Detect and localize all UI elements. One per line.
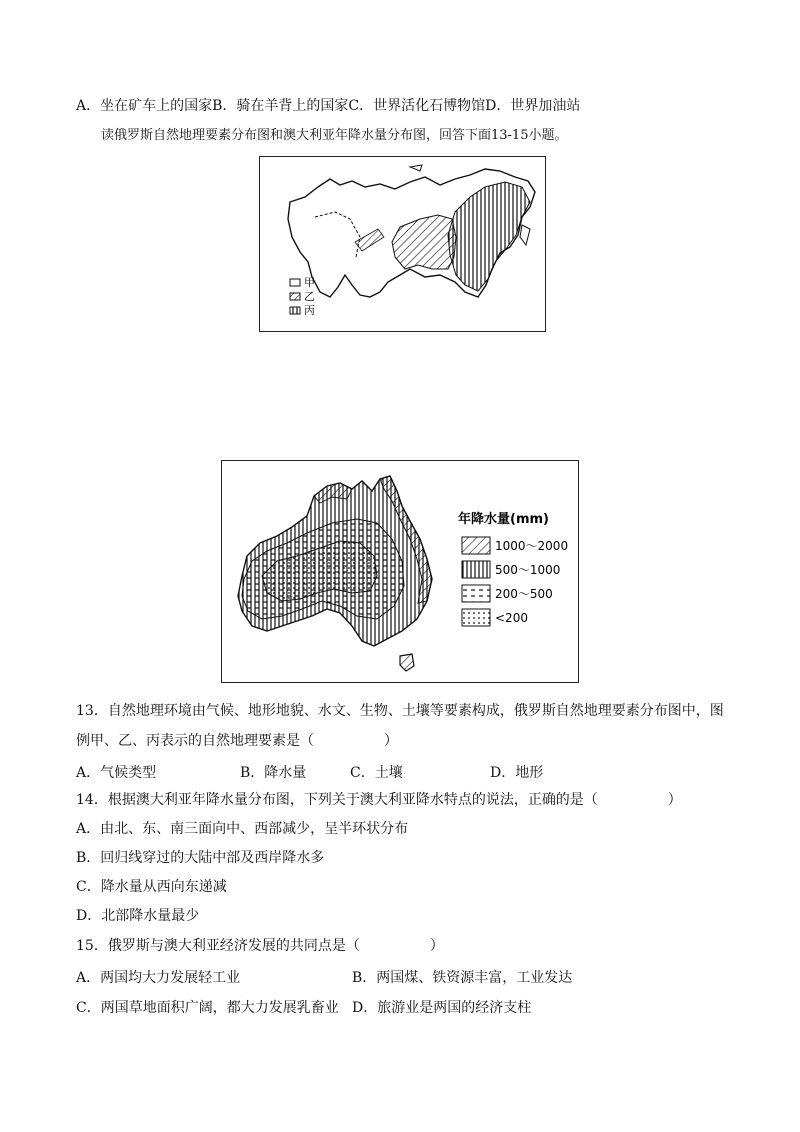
q13-option-c: C．土壤 [350,765,403,781]
q15-option-d: D．旅游业是两国的经济支柱 [352,1000,532,1016]
russia-legend-label-3: 丙 [304,304,315,317]
russia-legend-label-2: 乙 [304,290,315,303]
q13-option-b: B．降水量 [240,765,307,781]
q14-option-c: C．降水量从西向东递减 [76,879,227,895]
tasmania [400,654,414,671]
russia-legend [290,276,315,317]
russia-map [259,156,546,332]
intro-text: 读俄罗斯自然地理要素分布图和澳大利亚年降水量分布图，回答下面13-15小题。 [101,128,568,143]
australia-legend-title: 年降水量(mm) [458,512,549,527]
q13-option-d: D．地形 [490,765,544,781]
australia-legend-label-2: 500～1000 [495,563,561,577]
australia-legend-label-1: 1000～2000 [495,539,569,553]
q14-option-b: B．回归线穿过的大陆中部及西岸降水多 [76,850,325,866]
australia-legend [458,511,568,626]
q13-stem-line2: 例甲、乙、丙表示的自然地理要素是（ ） [76,733,398,749]
australia-map [221,460,579,683]
q15-option-c: C．两国草地面积广阔，都大力发展乳畜业 [76,1000,339,1016]
q15-option-b: B．两国煤、铁资源丰富，工业发达 [352,970,573,986]
q13-stem-line1: 13．自然地理环境由气候、地形地貌、水文、生物、土壤等要素构成，俄罗斯自然地理要素分布图中，图 [76,703,724,719]
q15-stem: 15．俄罗斯与澳大利亚经济发展的共同点是（ ） [76,938,444,954]
q15-option-a: A．两国均大力发展轻工业 [76,970,241,986]
q14-option-d: D．北部降水量最少 [76,908,200,924]
australia-legend-label-3: 200～500 [495,587,553,601]
q13-option-a: A．气候类型 [76,765,157,781]
russia-island-2 [520,225,530,245]
q14-stem: 14．根据澳大利亚年降水量分布图，下列关于澳大利亚降水特点的说法，正确的是（ ） [76,792,682,808]
prev-question-options: A．坐在矿车上的国家B．骑在羊背上的国家C．世界活化石博物馆D．世界加油站 [76,98,581,114]
q14-option-a: A．由北、东、南三面向中、西部减少，呈半环状分布 [76,821,409,837]
russia-legend-label-1: 甲 [304,276,315,289]
australia-legend-label-4: <200 [495,611,528,625]
russia-island-1 [410,165,422,171]
